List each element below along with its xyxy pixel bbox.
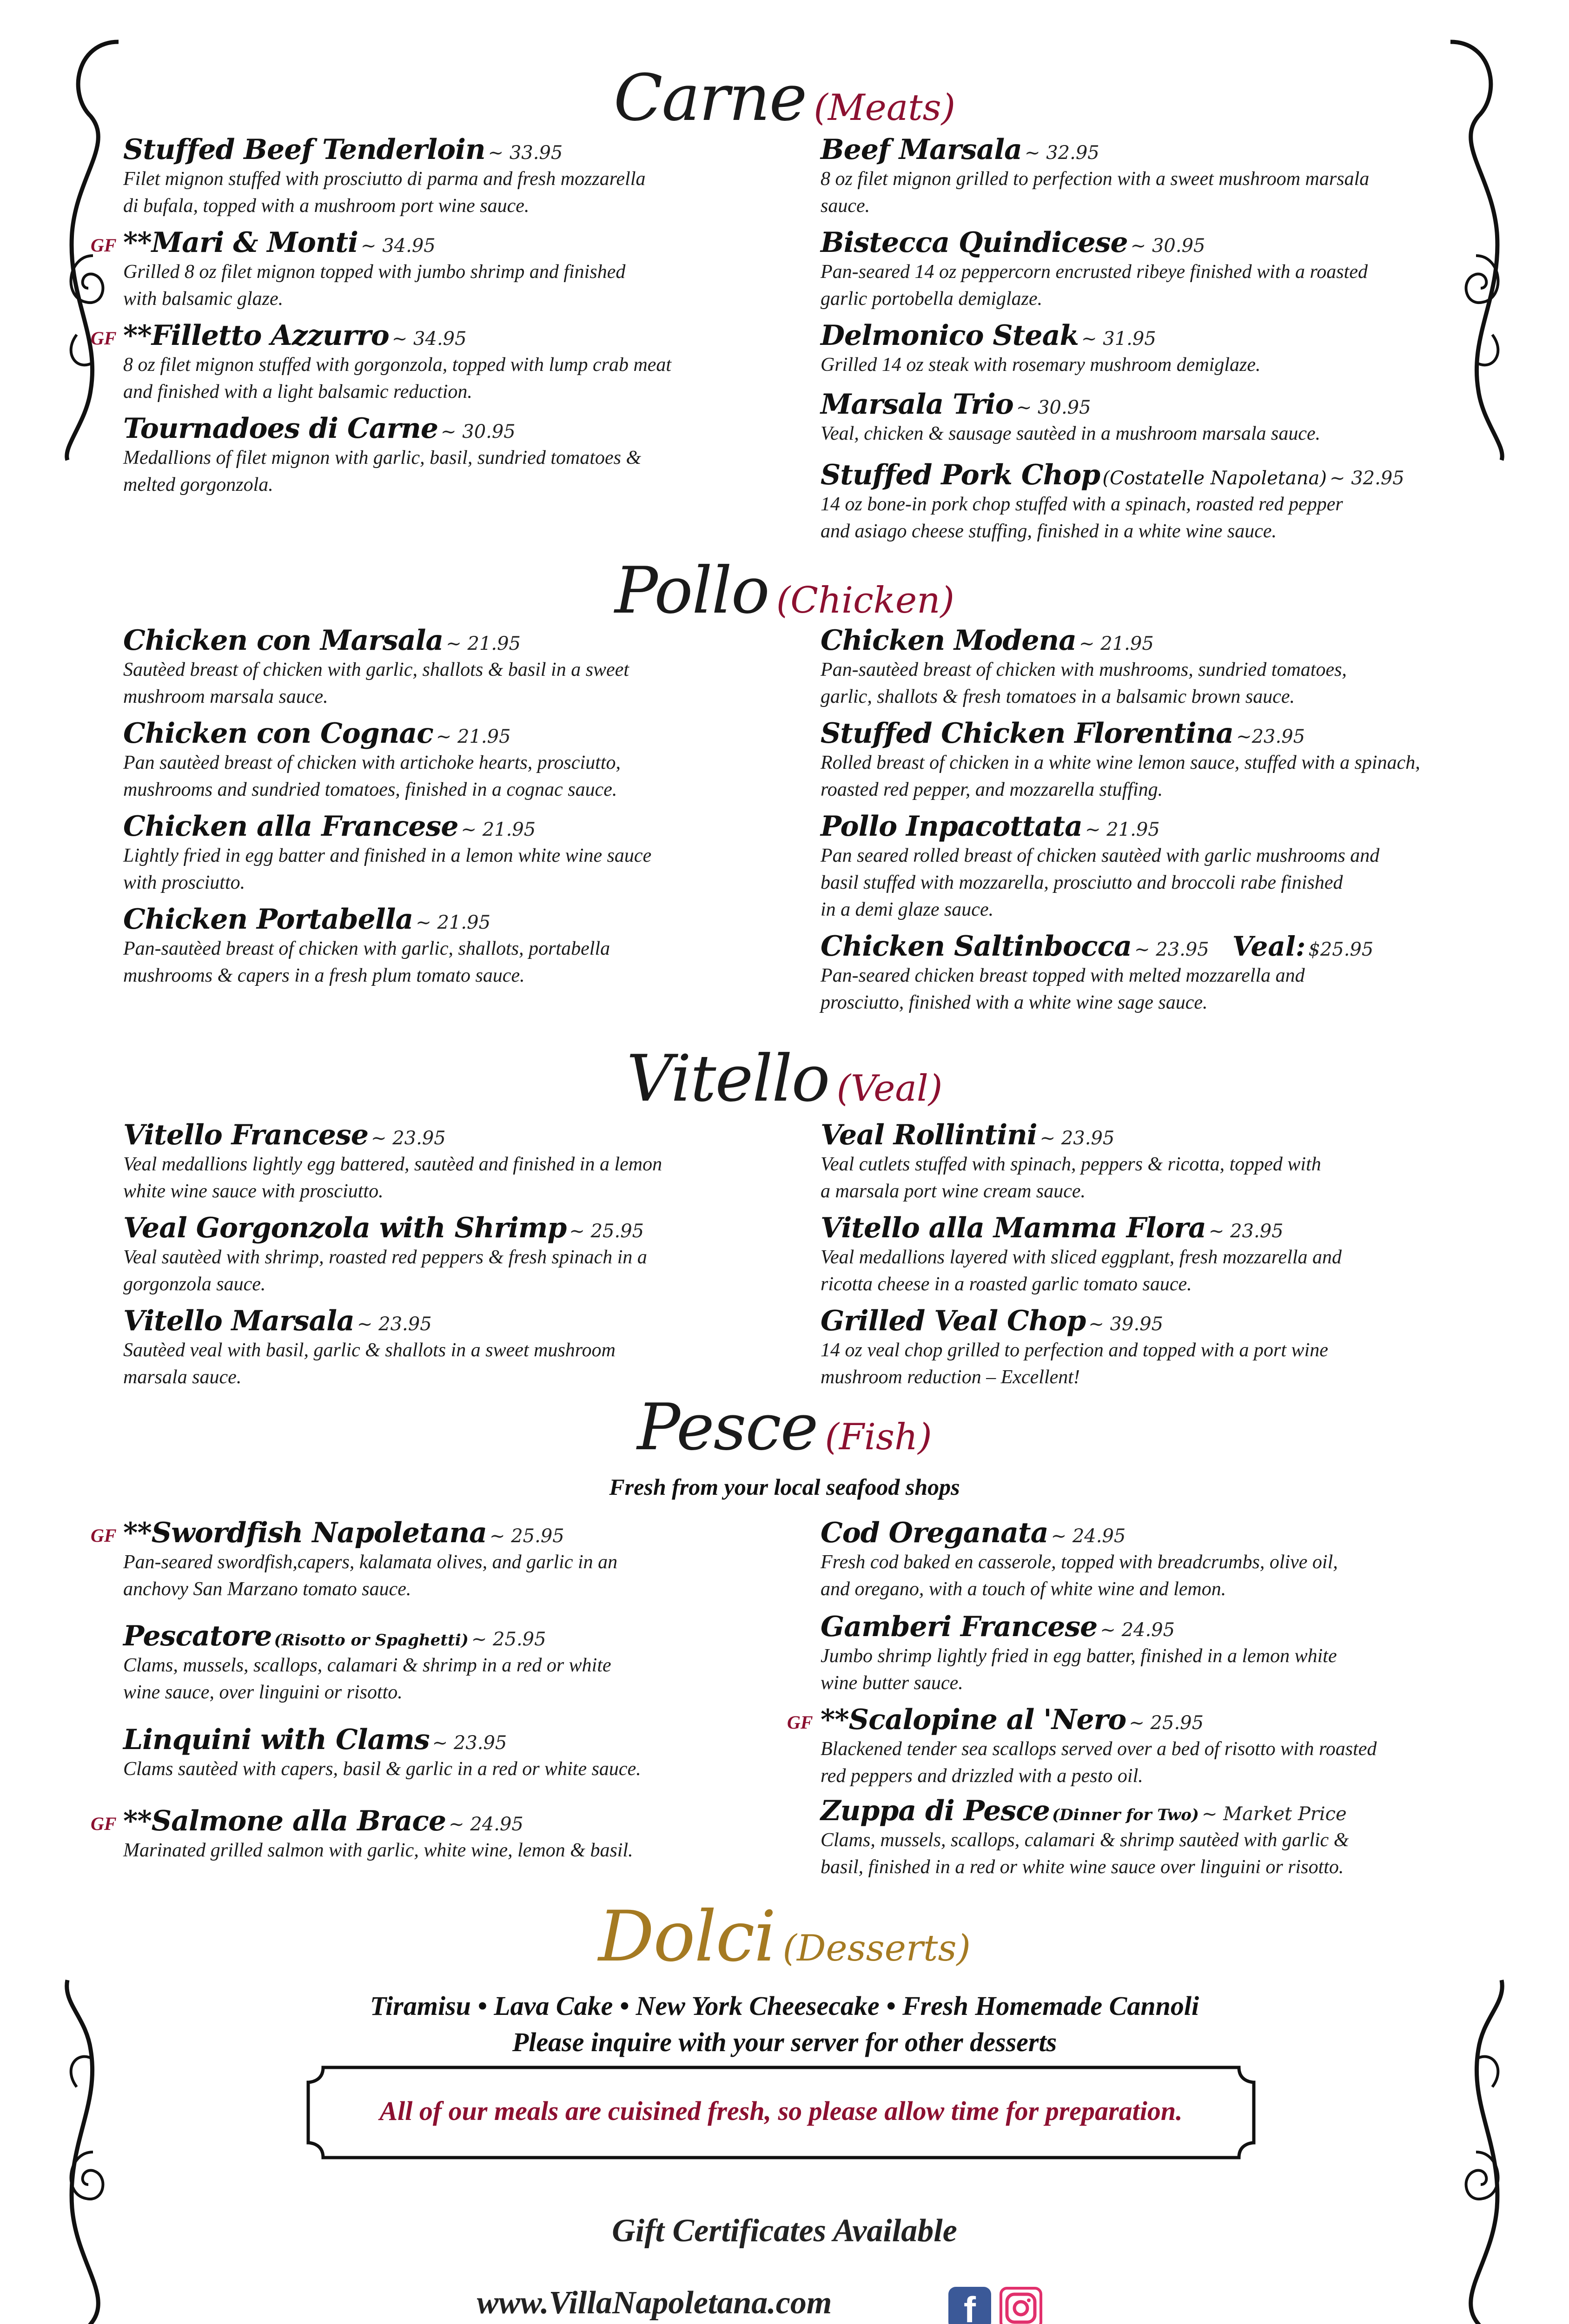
item-price: ~ 31.95 [1081, 328, 1156, 350]
menu-item [123, 1214, 755, 1298]
item-price: ~ 30.95 [441, 421, 516, 442]
menu-item [123, 412, 755, 498]
item-description: Veal sautèed with shrimp, roasted red peppers & fresh spinach in a gorgonzola sauce. [123, 1247, 647, 1295]
menu-item [821, 319, 1453, 378]
menu-item [821, 133, 1453, 219]
desserts-inquire: Please inquire with your server for other desserts [512, 2027, 1057, 2057]
item-veal-label: Veal: [1232, 931, 1306, 962]
section-title-sub: (Meats) [814, 87, 956, 129]
item-name: Marsala Trio [821, 388, 1013, 421]
menu-item [821, 1214, 1453, 1298]
menu-item [123, 1622, 755, 1706]
section-title-dolci [0, 1896, 1569, 1977]
item-name: Delmonico Steak [821, 319, 1079, 352]
item-description: Fresh cod baked en casserole, topped with breadcrumbs, olive oil, and oregano, with a touch of white wine and lemon. [821, 1552, 1338, 1600]
notice-text: All of our meals are cuisined fresh, so please allow time for preparation. [379, 2096, 1183, 2126]
menu-item [123, 624, 755, 710]
item-price: ~ 23.95 [432, 1732, 507, 1754]
item-name: Tournadoes di Carne [123, 412, 438, 445]
item-name: Bistecca Quindicese [821, 226, 1128, 259]
menu-item [821, 1307, 1453, 1391]
section-title-main: Pesce [637, 1390, 818, 1465]
item-name: **Swordfish Napoletana [123, 1517, 487, 1549]
item-name: Linquini with Clams [123, 1723, 430, 1756]
item-price: ~ 21.95 [461, 819, 536, 840]
item-price: ~ 23.95 [1039, 1128, 1115, 1149]
section-title-pollo [0, 553, 1569, 628]
menu-item [123, 1307, 755, 1391]
item-name: **Scalopine al 'Nero [821, 1703, 1126, 1736]
section-title-sub: (Desserts) [782, 1928, 971, 1969]
section-title-main: Carne [613, 60, 807, 135]
menu-item [821, 461, 1453, 545]
gluten-free-badge: GF [787, 1712, 813, 1733]
item-price: ~ 25.95 [489, 1525, 564, 1547]
menu-item [821, 390, 1453, 447]
menu-item [123, 717, 755, 803]
item-description: Pan-seared chicken breast topped with melted mozzarella and prosciutto, finished with a white wine sage sauce. [821, 965, 1305, 1013]
desserts-list: Tiramisu • Lava Cake • New York Cheesecake • Fresh Homemade Cannoli [370, 1991, 1199, 2021]
item-name: Stuffed Chicken Florentina [821, 717, 1234, 750]
item-name: Stuffed Beef Tenderloin [123, 133, 485, 166]
pesce-tagline: Fresh from your local seafood shops [609, 1474, 960, 1500]
item-name: Chicken Portabella [123, 903, 413, 936]
item-description: Veal medallions lightly egg battered, sautèed and finished in a lemon white wine sauce with prosciutto. [123, 1154, 662, 1202]
menu-item [123, 1723, 755, 1783]
item-name: **Salmone alla Brace [123, 1805, 446, 1837]
menu-item [821, 1613, 1453, 1697]
item-name: Pollo Inpacottata [821, 810, 1082, 843]
section-title-vitello [0, 1041, 1569, 1116]
item-name: Chicken con Marsala [123, 624, 444, 657]
item-description: Veal, chicken & sausage sautèed in a mushroom marsala sauce. [821, 423, 1321, 444]
menu-item [91, 226, 755, 312]
item-name: Chicken alla Francese [123, 810, 458, 843]
item-description: Grilled 14 oz steak with rosemary mushroom demiglaze. [821, 354, 1261, 376]
item-name: Vitello Francese [123, 1119, 368, 1151]
gluten-free-badge: GF [91, 1525, 117, 1546]
item-name: Stuffed Pork Chop [821, 459, 1100, 491]
menu-item [123, 1121, 755, 1205]
menu-item [91, 1805, 755, 1864]
item-name: Gamberi Francese [821, 1611, 1098, 1643]
menu-item [821, 1797, 1453, 1881]
item-description: Clams sautèed with capers, basil & garlic in a red or white sauce. [123, 1758, 641, 1780]
item-name: Veal Rollintini [821, 1119, 1037, 1151]
menu-item [821, 932, 1453, 1016]
item-description: Grilled 8 oz filet mignon topped with jumbo shrimp and finished with balsamic glaze. [123, 261, 626, 310]
item-price: ~ 34.95 [360, 235, 436, 257]
item-name: **Mari & Monti [123, 226, 358, 259]
item-price: ~ 30.95 [1130, 235, 1205, 257]
item-name: Chicken Modena [821, 624, 1077, 657]
menu-item [123, 905, 755, 989]
menu-item [821, 624, 1453, 710]
item-description: Pan-seared 14 oz peppercorn encrusted ribeye finished with a roasted garlic portobella demiglaze. [821, 261, 1368, 310]
item-description: Marinated grilled salmon with garlic, white wine, lemon & basil. [123, 1840, 633, 1861]
item-name: Beef Marsala [821, 133, 1022, 166]
item-note: (Dinner for Two) [1052, 1806, 1199, 1824]
item-description: Jumbo shrimp lightly fried in egg batter, finished in a lemon white wine butter sauce. [821, 1645, 1337, 1694]
item-name: Pescatore [123, 1620, 272, 1652]
menu-item [821, 1121, 1453, 1205]
item-price: ~ 23.95 [371, 1128, 446, 1149]
menu-item [123, 133, 755, 219]
item-description: Pan-sautèed breast of chicken with garlic, shallots, portabella mushrooms & capers in a fresh plum tomato sauce. [123, 938, 610, 986]
item-price: ~ 23.95 [1208, 1221, 1284, 1242]
section-title-sub: (Veal) [836, 1068, 943, 1109]
section-title-carne [0, 60, 1569, 135]
item-price: ~ 39.95 [1088, 1314, 1164, 1335]
item-price: ~ 21.95 [1079, 633, 1154, 654]
item-price: ~ 21.95 [446, 633, 521, 654]
item-note: (Costatelle Napoletana) [1102, 468, 1327, 489]
item-price: ~ 21.95 [416, 912, 491, 933]
gluten-free-badge: GF [91, 235, 117, 256]
website-link[interactable]: www.VillaNapoletana.com [477, 2285, 832, 2321]
section-title-main: Vitello [626, 1041, 829, 1116]
gluten-free-badge: GF [91, 1813, 117, 1834]
menu-item [91, 319, 755, 405]
item-description: Pan sautèed breast of chicken with artichoke hearts, prosciutto, mushrooms and sundried tomatoes, finished in a cognac sauce. [123, 752, 621, 800]
gift-certificates: Gift Certificates Available [612, 2213, 957, 2249]
item-price: ~ 23.95 [357, 1314, 432, 1335]
menu-item [821, 226, 1453, 312]
item-description: Veal medallions layered with sliced eggplant, fresh mozzarella and ricotta cheese in a roasted garlic tomato sauce. [821, 1247, 1342, 1295]
item-price: ~ 33.95 [488, 142, 563, 164]
item-price: ~ 23.95 [1134, 939, 1209, 960]
item-price: ~ 32.95 [1329, 468, 1404, 489]
item-description: Blackened tender sea scallops served over a bed of risotto with roasted red peppers and drizzled with a pesto oil. [821, 1738, 1377, 1787]
item-description: Filet mignon stuffed with prosciutto di parma and fresh mozzarella di bufala, topped with a mushroom port wine sauce. [123, 168, 646, 217]
item-price: ~ 24.95 [1051, 1525, 1126, 1547]
facebook-icon[interactable]: f [948, 2287, 991, 2324]
instagram-icon[interactable] [1000, 2287, 1042, 2324]
item-name: **Filletto Azzurro [123, 319, 389, 352]
item-price: ~ Market Price [1201, 1803, 1347, 1825]
instagram-glyph [1002, 2290, 1039, 2324]
item-name: Grilled Veal Chop [821, 1305, 1086, 1337]
item-price: ~ 30.95 [1016, 397, 1091, 418]
item-description: Clams, mussels, scallops, calamari & shrimp sautèed with garlic & basil, finished in a red or white wine sauce over linguini or risotto. [821, 1829, 1349, 1878]
item-description: Clams, mussels, scallops, calamari & shrimp in a red or white wine sauce, over linguini or risotto. [123, 1655, 611, 1703]
item-name: Cod Oreganata [821, 1517, 1048, 1549]
item-name: Vitello alla Mamma Flora [821, 1212, 1206, 1244]
item-description: Veal cutlets stuffed with spinach, peppers & ricotta, topped with a marsala port wine cream sauce. [821, 1154, 1321, 1202]
item-price: ~23.95 [1236, 726, 1305, 747]
menu-item [787, 1703, 1453, 1789]
menu-item [821, 1519, 1453, 1603]
item-price: ~ 34.95 [391, 328, 467, 350]
section-title-sub: (Chicken) [776, 580, 954, 621]
item-description: Pan seared rolled breast of chicken sautèed with garlic mushrooms and basil stuffed with mozzarella, prosciutto and broccoli rabe finished in a demi glaze sauce. [821, 845, 1380, 920]
item-price: ~ 25.95 [471, 1629, 546, 1650]
menu-item [123, 812, 755, 896]
item-description: Lightly fried in egg batter and finished in a lemon white wine sauce with prosciutto. [123, 845, 652, 893]
item-description: 14 oz veal chop grilled to perfection and topped with a port wine mushroom reduction – Excellent! [821, 1340, 1328, 1388]
section-title-pesce [0, 1390, 1569, 1465]
notice-box [305, 2064, 1258, 2161]
item-price: ~ 24.95 [449, 1814, 523, 1835]
item-note: (Risotto or Spaghetti) [274, 1631, 469, 1650]
menu-item [821, 812, 1453, 923]
item-description: Rolled breast of chicken in a white wine lemon sauce, stuffed with a spinach, roasted red pepper, and mozzarella stuffing. [821, 752, 1420, 800]
item-description: Sautèed breast of chicken with garlic, shallots & basil in a sweet mushroom marsala sauce. [123, 659, 629, 707]
menu-item [821, 717, 1453, 803]
item-description: Sautèed veal with basil, garlic & shallots in a sweet mushroom marsala sauce. [123, 1340, 616, 1388]
item-description: Pan-sautèed breast of chicken with mushrooms, sundried tomatoes, garlic, shallots & fresh tomatoes in a balsamic brown sauce. [821, 659, 1347, 707]
item-price: ~ 25.95 [1129, 1712, 1204, 1734]
gluten-free-badge: GF [91, 328, 117, 349]
item-price: ~ 24.95 [1100, 1619, 1175, 1641]
item-price: ~ 21.95 [436, 726, 511, 747]
item-description: 8 oz filet mignon grilled to perfection with a sweet mushroom marsala sauce. [821, 168, 1370, 217]
item-price: ~ 25.95 [569, 1221, 644, 1242]
item-description: Pan-seared swordfish,capers, kalamata olives, and garlic in an anchovy San Marzano tomato sauce. [123, 1552, 618, 1600]
item-name: Chicken Saltinbocca [821, 930, 1132, 963]
item-description: Medallions of filet mignon with garlic, basil, sundried tomatoes & melted gorgonzola. [123, 447, 642, 495]
item-veal-price: $25.95 [1308, 939, 1374, 960]
section-title-sub: (Fish) [825, 1416, 932, 1458]
item-price: ~ 21.95 [1085, 819, 1160, 840]
item-name: Chicken con Cognac [123, 717, 433, 750]
item-name: Zuppa di Pesce [821, 1795, 1050, 1827]
menu-item [91, 1517, 755, 1603]
item-price: ~ 32.95 [1025, 142, 1099, 164]
section-title-main: Pollo [615, 553, 769, 628]
item-description: 8 oz filet mignon stuffed with gorgonzola, topped with lump crab meat and finished with a light balsamic reduction. [123, 354, 672, 403]
item-name: Veal Gorgonzola with Shrimp [123, 1212, 567, 1244]
section-title-main: Dolci [598, 1896, 775, 1977]
item-description: 14 oz bone-in pork chop stuffed with a spinach, roasted red pepper and asiago cheese stuffing, finished in a white wine sauce. [821, 494, 1343, 542]
item-name: Vitello Marsala [123, 1305, 354, 1337]
